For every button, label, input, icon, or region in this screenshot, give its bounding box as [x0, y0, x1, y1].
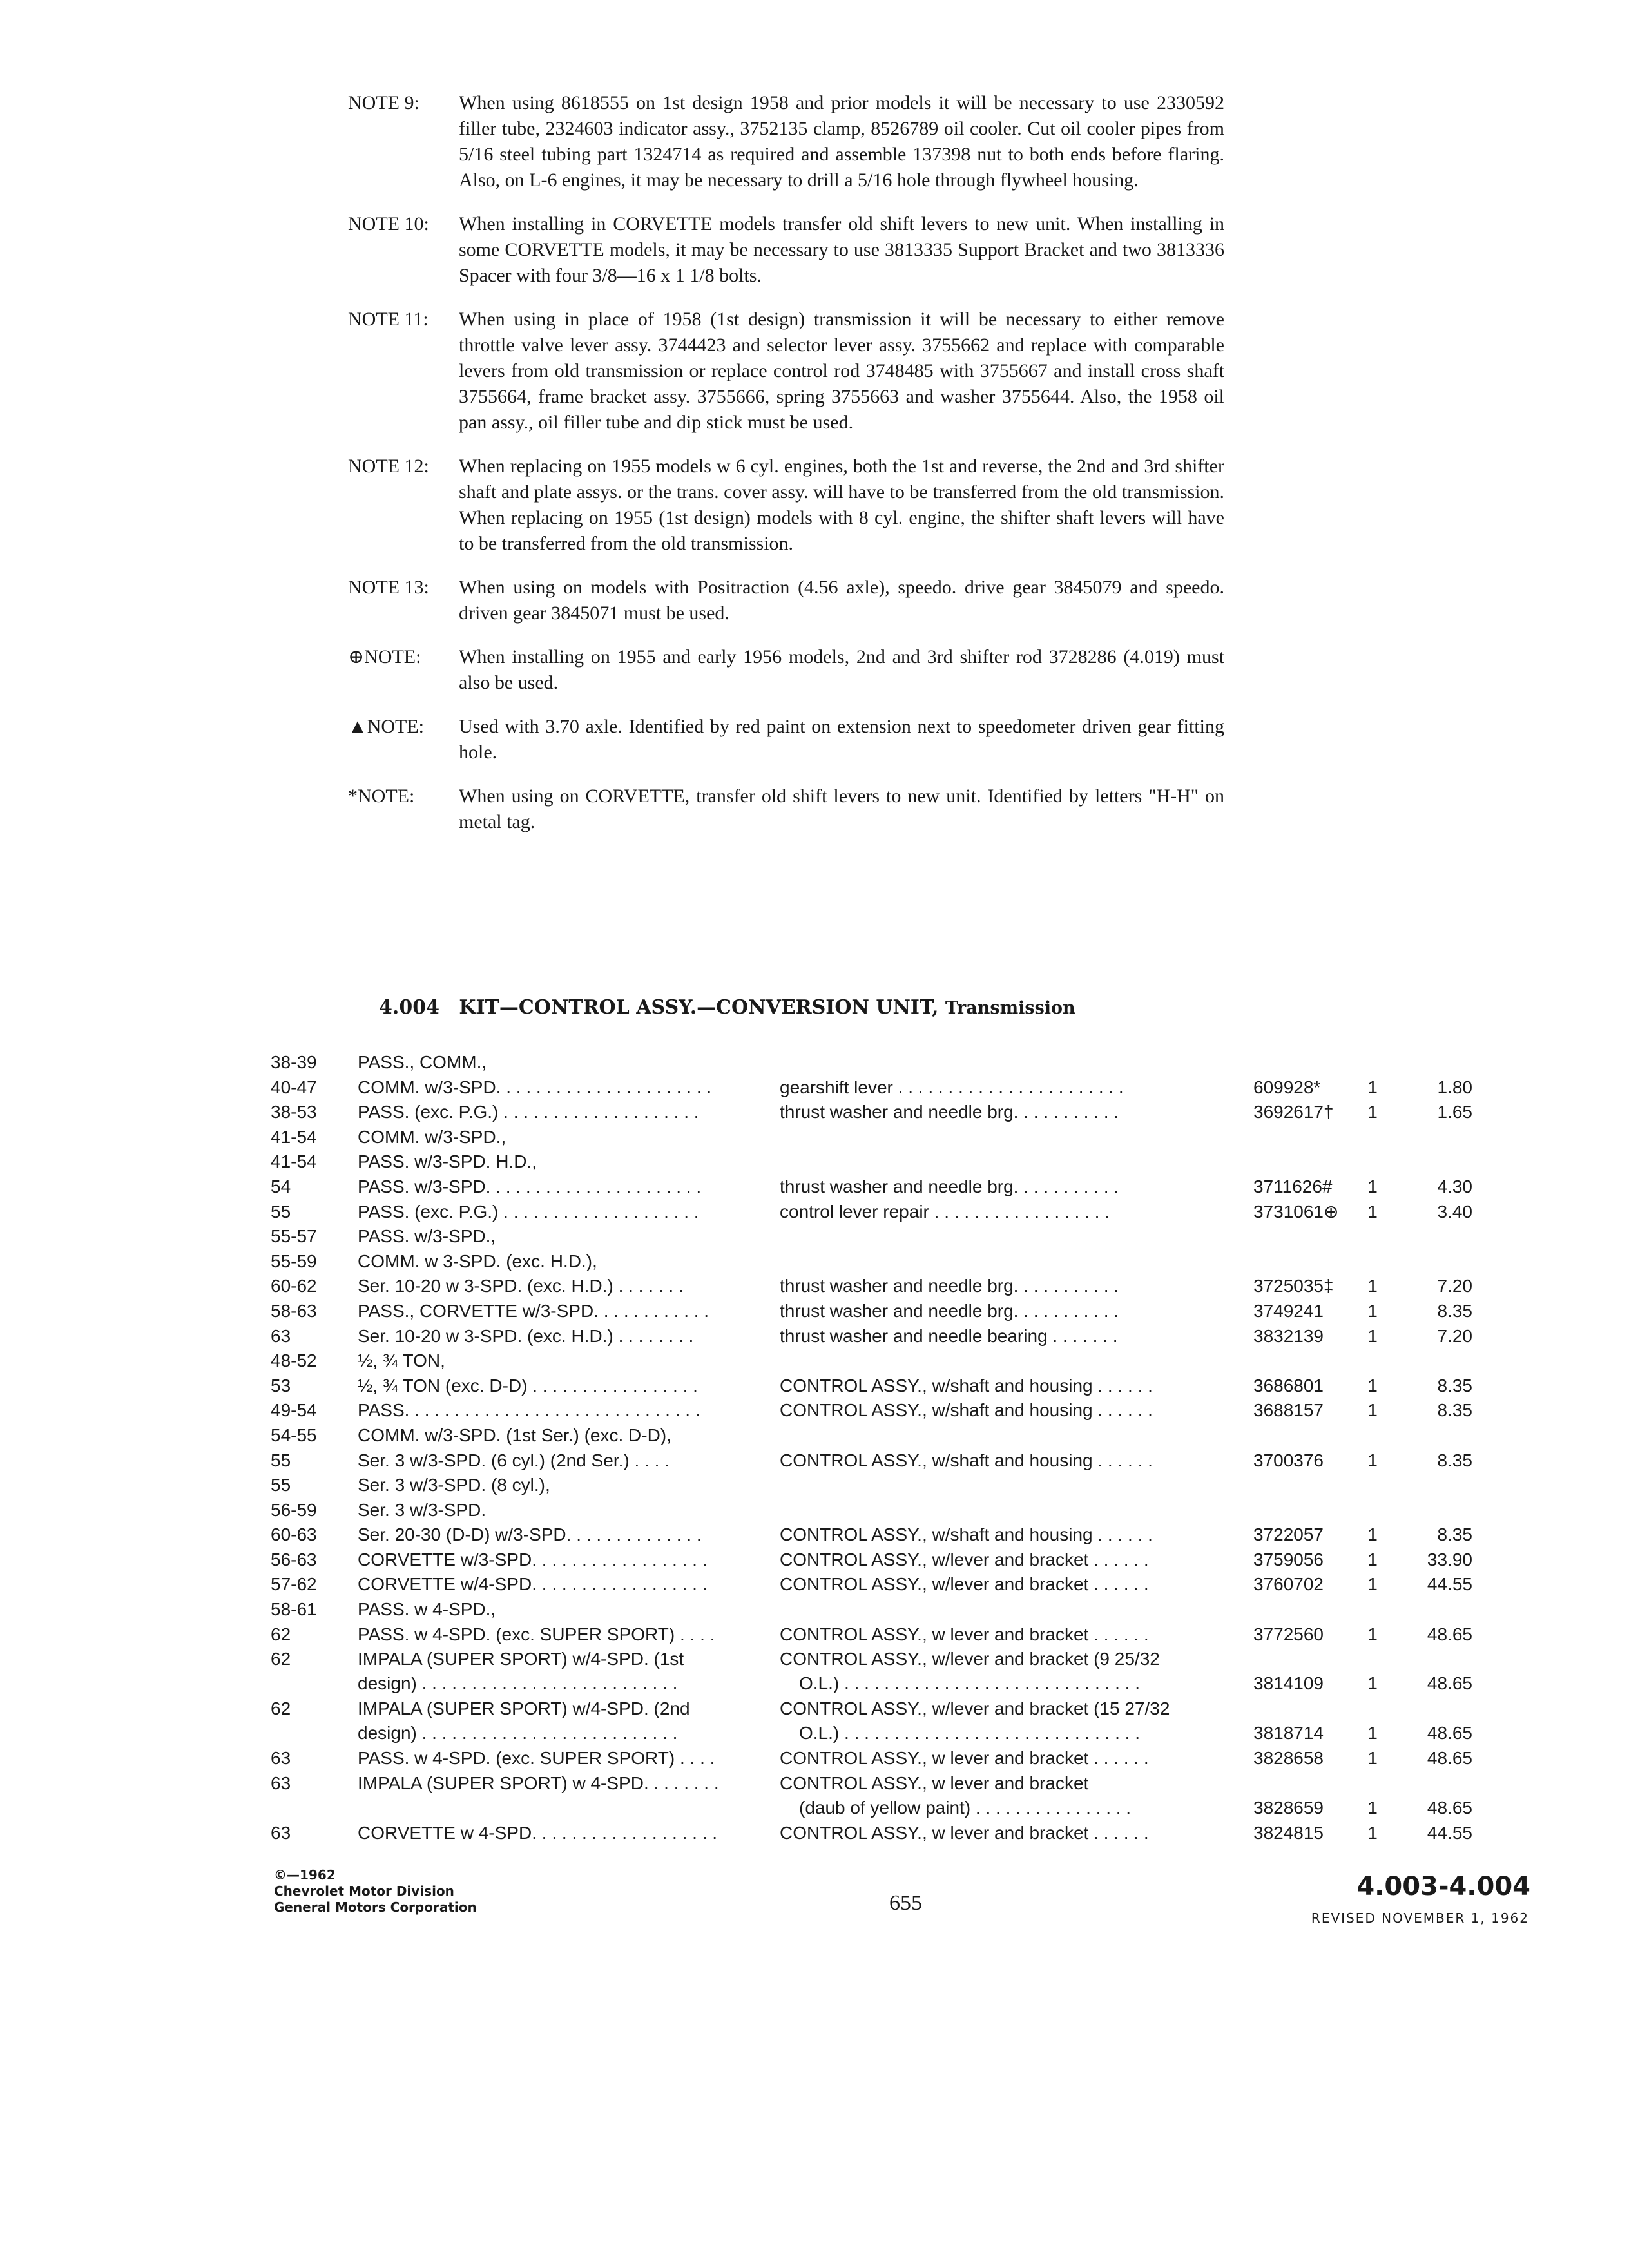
part-description: CONTROL ASSY., w/lever and bracket (9 25/32	[780, 1649, 1160, 1669]
year-range: 60-62	[271, 1276, 317, 1296]
price: 7.20	[1437, 1276, 1472, 1296]
price: 48.65	[1427, 1748, 1472, 1769]
part-description: thrust washer and needle bearing . . . . . . .	[780, 1325, 1118, 1346]
model-description: PASS. w/3-SPD. H.D.,	[358, 1151, 537, 1172]
year-range: 56-59	[271, 1499, 317, 1520]
quantity: 1	[1367, 1077, 1378, 1097]
table-row	[271, 1075, 1482, 1100]
part-description-cont: O.L.) . . . . . . . . . . . . . . . . . . . . . . . . . . . . . .	[799, 1673, 1140, 1694]
note-triangle	[348, 714, 1224, 765]
price: 44.55	[1427, 1822, 1472, 1843]
page-number: 655	[889, 1891, 922, 1915]
model-description: Ser. 3 w/3-SPD. (6 cyl.) (2nd Ser.) . . . .	[358, 1450, 670, 1470]
part-description: thrust washer and needle brg. . . . . . . . . . .	[780, 1300, 1119, 1321]
note-text: When installing in CORVETTE models transfer old shift levers to new unit. When installing in some CORVETTE models, it may be necessary to use 3813335 Support Bracket and two 3813336 Spacer with four 3/8—16 x 1 1/8 bolts.	[459, 213, 1224, 286]
note-text: When using on models with Positraction (4.56 axle), speedo. drive gear 3845079 and speedo. driven gear 3845071 must be used.	[459, 577, 1224, 624]
year-range: 62	[271, 1698, 291, 1719]
model-description: Ser. 20-30 (D-D) w/3-SPD. . . . . . . . . . . . . .	[358, 1524, 702, 1545]
section-heading: KIT—CONTROL ASSY.—CONVERSION UNIT,	[459, 996, 939, 1019]
price: 3.40	[1437, 1201, 1472, 1222]
table-row	[271, 1647, 1482, 1696]
part-description: thrust washer and needle brg. . . . . . . . . . .	[780, 1176, 1119, 1196]
model-description: PASS. w 4-SPD. (exc. SUPER SPORT) . . . .	[358, 1624, 715, 1644]
revision-date: REVISED NOVEMBER 1, 1962	[1311, 1910, 1529, 1926]
year-range: 48-52	[271, 1350, 317, 1371]
table-row	[271, 1349, 1482, 1374]
note-label: NOTE 12:	[348, 456, 429, 477]
part-number: 3828659	[1253, 1797, 1324, 1818]
model-description: PASS. w 4-SPD. (exc. SUPER SPORT) . . . .	[358, 1748, 715, 1769]
parts-table	[271, 1050, 1482, 1845]
part-description: CONTROL ASSY., w lever and bracket . . . . . .	[780, 1748, 1149, 1769]
year-range: 63	[271, 1748, 291, 1769]
part-description: gearshift lever . . . . . . . . . . . . . . . . . . . . . . .	[780, 1077, 1124, 1097]
division-name: Chevrolet Motor Division	[274, 1883, 454, 1899]
table-row	[271, 1498, 1482, 1523]
part-number: 3722057	[1253, 1524, 1324, 1545]
note-circle-plus	[348, 644, 1224, 696]
part-number: 3711626#	[1253, 1176, 1333, 1196]
price: 33.90	[1427, 1549, 1472, 1570]
publisher-block	[274, 1867, 477, 1916]
table-row	[271, 1274, 1482, 1299]
table-row	[271, 1622, 1482, 1648]
year-range: 58-61	[271, 1599, 317, 1620]
year-range: 41-54	[271, 1151, 317, 1172]
table-row	[271, 1100, 1482, 1125]
note-label: NOTE 13:	[348, 577, 429, 598]
table-row	[271, 1572, 1482, 1597]
model-description: CORVETTE w/4-SPD. . . . . . . . . . . . . . . . . .	[358, 1574, 708, 1595]
year-range: 53	[271, 1375, 291, 1396]
model-description: ½, ¾ TON (exc. D-D) . . . . . . . . . . . . . . . . .	[358, 1375, 698, 1396]
part-number: 609928*	[1253, 1077, 1321, 1097]
part-description-cont: O.L.) . . . . . . . . . . . . . . . . . . . . . . . . . . . . . .	[799, 1723, 1140, 1744]
price: 7.20	[1437, 1325, 1472, 1346]
quantity: 1	[1367, 1574, 1378, 1595]
model-description: PASS. (exc. P.G.) . . . . . . . . . . . . . . . . . . . .	[358, 1102, 699, 1122]
part-description: thrust washer and needle brg. . . . . . . . . . .	[780, 1102, 1119, 1122]
price: 44.55	[1427, 1574, 1472, 1595]
table-row	[271, 1224, 1482, 1249]
table-row	[271, 1374, 1482, 1399]
quantity: 1	[1367, 1624, 1378, 1644]
year-range: 63	[271, 1822, 291, 1843]
note-label: *NOTE:	[348, 785, 415, 807]
table-row	[271, 1299, 1482, 1324]
price: 48.65	[1427, 1673, 1472, 1694]
part-number: 3828658	[1253, 1748, 1324, 1769]
price: 8.35	[1437, 1400, 1472, 1421]
price: 48.65	[1427, 1624, 1472, 1644]
model-description: IMPALA (SUPER SPORT) w 4-SPD. . . . . . . .	[358, 1773, 719, 1793]
quantity: 1	[1367, 1276, 1378, 1296]
part-number: 3700376	[1253, 1450, 1324, 1470]
price: 8.35	[1437, 1450, 1472, 1470]
year-range: 57-62	[271, 1574, 317, 1595]
quantity: 1	[1367, 1450, 1378, 1470]
note-label: NOTE 11:	[348, 309, 429, 330]
part-number: 3832139	[1253, 1325, 1324, 1346]
corporation-name: General Motors Corporation	[274, 1899, 477, 1915]
year-range: 55-57	[271, 1226, 317, 1247]
price: 1.80	[1437, 1077, 1472, 1097]
part-description: CONTROL ASSY., w/lever and bracket . . . . . .	[780, 1549, 1149, 1570]
part-number: 3749241	[1253, 1300, 1324, 1321]
note-label: ▲NOTE:	[348, 716, 425, 737]
model-description: COMM. w 3-SPD. (exc. H.D.),	[358, 1251, 597, 1271]
year-range: 40-47	[271, 1077, 317, 1097]
table-row	[271, 1821, 1482, 1846]
model-description: Ser. 3 w/3-SPD.	[358, 1499, 487, 1520]
model-description: PASS. w/3-SPD.,	[358, 1226, 496, 1247]
note-text: When replacing on 1955 models w 6 cyl. engines, both the 1st and reverse, the 2nd and 3rd shifter shaft and plate assys. or the trans. cover assy. will have to be transferred from the old transmission. When replacing on 1955 (1st design) models with 8 cyl. engine, the shifter shaft levers will have to be transferred from the old transmission.	[459, 456, 1224, 554]
model-description: PASS., CORVETTE w/3-SPD. . . . . . . . . . . .	[358, 1300, 709, 1321]
year-range: 55	[271, 1201, 291, 1222]
note-text: When using on CORVETTE, transfer old shift levers to new unit. Identified by letters "H-H" on metal tag.	[459, 785, 1224, 832]
quantity: 1	[1367, 1375, 1378, 1396]
year-range: 41-54	[271, 1126, 317, 1147]
table-row	[271, 1398, 1482, 1423]
quantity: 1	[1367, 1325, 1378, 1346]
quantity: 1	[1367, 1723, 1378, 1744]
quantity: 1	[1367, 1797, 1378, 1818]
table-row	[271, 1423, 1482, 1448]
note-label: NOTE 10:	[348, 213, 429, 235]
note-10	[348, 211, 1224, 289]
year-range: 49-54	[271, 1400, 317, 1421]
year-range: 54	[271, 1176, 291, 1196]
note-label: ⊕NOTE:	[348, 646, 421, 668]
year-range: 62	[271, 1624, 291, 1644]
part-description-cont: (daub of yellow paint) . . . . . . . . . . . . . . . .	[799, 1797, 1132, 1818]
year-range: 63	[271, 1325, 291, 1346]
table-row	[271, 1473, 1482, 1498]
part-description: CONTROL ASSY., w lever and bracket . . . . . .	[780, 1822, 1149, 1843]
price: 8.35	[1437, 1300, 1472, 1321]
part-number: 3814109	[1253, 1673, 1324, 1694]
part-description: CONTROL ASSY., w/shaft and housing . . . . . .	[780, 1400, 1153, 1421]
quantity: 1	[1367, 1300, 1378, 1321]
model-description: PASS. (exc. P.G.) . . . . . . . . . . . . . . . . . . . .	[358, 1201, 699, 1222]
model-description: IMPALA (SUPER SPORT) w/4-SPD. (2nd	[358, 1698, 690, 1719]
quantity: 1	[1367, 1201, 1378, 1222]
price: 1.65	[1437, 1102, 1472, 1122]
year-range: 58-63	[271, 1300, 317, 1321]
copyright: ©—1962	[274, 1867, 336, 1883]
part-description: control lever repair . . . . . . . . . . . . . . . . . .	[780, 1201, 1110, 1222]
table-row	[271, 1448, 1482, 1474]
table-row	[271, 1746, 1482, 1771]
note-text: When using in place of 1958 (1st design) transmission it will be necessary to either remove throttle valve lever assy. 3744423 and selector lever assy. 3755662 and replace with comparable levers from old transmission or replace control rod 3748485 with 3755667 and install cross shaft 3755664, frame bracket assy. 3755666, spring 3755663 and washer 3755644. Also, the 1958 oil pan assy., oil filler tube and dip stick must be used.	[459, 309, 1224, 433]
price: 4.30	[1437, 1176, 1472, 1196]
model-description: PASS., COMM.,	[358, 1052, 487, 1072]
price: 8.35	[1437, 1524, 1472, 1545]
part-number: 3692617†	[1253, 1102, 1334, 1122]
table-row	[271, 1548, 1482, 1573]
table-row	[271, 1324, 1482, 1349]
model-description: COMM. w/3-SPD. . . . . . . . . . . . . . . . . . . . . .	[358, 1077, 712, 1097]
part-description: CONTROL ASSY., w/shaft and housing . . . . . .	[780, 1375, 1153, 1396]
note-text: Used with 3.70 axle. Identified by red paint on extension next to speedometer driven gear fitting hole.	[459, 716, 1224, 763]
model-description: COMM. w/3-SPD.,	[358, 1126, 506, 1147]
section-number: 4.004	[379, 996, 439, 1019]
year-range: 60-63	[271, 1524, 317, 1545]
part-description: CONTROL ASSY., w/lever and bracket (15 27/32	[780, 1698, 1170, 1719]
year-range: 63	[271, 1773, 291, 1793]
part-description: CONTROL ASSY., w lever and bracket	[780, 1773, 1089, 1793]
section-title	[379, 996, 1075, 1019]
model-description: Ser. 10-20 w 3-SPD. (exc. H.D.) . . . . . . .	[358, 1276, 684, 1296]
table-row	[271, 1050, 1482, 1075]
note-text: When installing on 1955 and early 1956 models, 2nd and 3rd shifter rod 3728286 (4.019) must also be used.	[459, 646, 1224, 693]
table-row	[271, 1597, 1482, 1622]
quantity: 1	[1367, 1549, 1378, 1570]
part-description: CONTROL ASSY., w/shaft and housing . . . . . .	[780, 1450, 1153, 1470]
note-9	[348, 90, 1224, 193]
model-description: Ser. 10-20 w 3-SPD. (exc. H.D.) . . . . . . . .	[358, 1325, 694, 1346]
note-11	[348, 307, 1224, 436]
model-description: COMM. w/3-SPD. (1st Ser.) (exc. D-D),	[358, 1425, 671, 1445]
section-subtitle: Transmission	[945, 998, 1075, 1018]
note-13	[348, 575, 1224, 626]
table-row	[271, 1771, 1482, 1821]
quantity: 1	[1367, 1176, 1378, 1196]
section-reference: 4.003-4.004	[1356, 1872, 1530, 1901]
year-range: 54-55	[271, 1425, 317, 1445]
model-description: ½, ¾ TON,	[358, 1350, 445, 1371]
table-row	[271, 1696, 1482, 1746]
model-description: CORVETTE w/3-SPD. . . . . . . . . . . . . . . . . .	[358, 1549, 708, 1570]
table-row	[271, 1200, 1482, 1225]
year-range: 55	[271, 1475, 291, 1495]
model-description: Ser. 3 w/3-SPD. (8 cyl.),	[358, 1475, 550, 1495]
notes-section	[348, 90, 1224, 853]
model-description: CORVETTE w 4-SPD. . . . . . . . . . . . . . . . . . .	[358, 1822, 718, 1843]
model-description-cont: design) . . . . . . . . . . . . . . . . . . . . . . . . . .	[358, 1723, 678, 1744]
year-range: 55-59	[271, 1251, 317, 1271]
part-number: 3686801	[1253, 1375, 1324, 1396]
model-description: PASS. w/3-SPD. . . . . . . . . . . . . . . . . . . . . .	[358, 1176, 702, 1196]
part-number: 3818714	[1253, 1723, 1324, 1744]
table-row	[271, 1523, 1482, 1548]
quantity: 1	[1367, 1822, 1378, 1843]
price: 48.65	[1427, 1723, 1472, 1744]
year-range: 38-39	[271, 1052, 317, 1072]
part-number: 3760702	[1253, 1574, 1324, 1595]
part-number: 3824815	[1253, 1822, 1324, 1843]
part-number: 3759056	[1253, 1549, 1324, 1570]
model-description-cont: design) . . . . . . . . . . . . . . . . . . . . . . . . . .	[358, 1673, 678, 1694]
part-number: 3731061⊕	[1253, 1201, 1339, 1222]
table-row	[271, 1125, 1482, 1150]
note-text: When using 8618555 on 1st design 1958 and prior models it will be necessary to use 2330592 filler tube, 2324603 indicator assy., 3752135 clamp, 8526789 oil cooler. Cut oil cooler pipes from 5/16 steel tubing part 1324714 as required and assemble 137398 nut to both ends before flaring. Also, on L-6 engines, it may be necessary to drill a 5/16 hole through flywheel housing.	[459, 92, 1224, 191]
note-label: NOTE 9:	[348, 92, 419, 113]
model-description: IMPALA (SUPER SPORT) w/4-SPD. (1st	[358, 1649, 684, 1669]
table-row	[271, 1249, 1482, 1274]
part-description: CONTROL ASSY., w lever and bracket . . . . . .	[780, 1624, 1149, 1644]
model-description: PASS. . . . . . . . . . . . . . . . . . . . . . . . . . . . . .	[358, 1400, 700, 1421]
quantity: 1	[1367, 1400, 1378, 1421]
note-12	[348, 454, 1224, 557]
part-description: CONTROL ASSY., w/shaft and housing . . . . . .	[780, 1524, 1153, 1545]
part-number: 3772560	[1253, 1624, 1324, 1644]
part-number: 3688157	[1253, 1400, 1324, 1421]
quantity: 1	[1367, 1673, 1378, 1694]
quantity: 1	[1367, 1748, 1378, 1769]
price: 48.65	[1427, 1797, 1472, 1818]
table-row	[271, 1175, 1482, 1200]
quantity: 1	[1367, 1524, 1378, 1545]
year-range: 55	[271, 1450, 291, 1470]
year-range: 56-63	[271, 1549, 317, 1570]
part-description: CONTROL ASSY., w/lever and bracket . . . . . .	[780, 1574, 1149, 1595]
quantity: 1	[1367, 1102, 1378, 1122]
year-range: 62	[271, 1649, 291, 1669]
model-description: PASS. w 4-SPD.,	[358, 1599, 496, 1620]
part-description: thrust washer and needle brg. . . . . . . . . . .	[780, 1276, 1119, 1296]
year-range: 38-53	[271, 1102, 317, 1122]
note-asterisk	[348, 783, 1224, 835]
part-number: 3725035‡	[1253, 1276, 1334, 1296]
price: 8.35	[1437, 1375, 1472, 1396]
table-row	[271, 1149, 1482, 1175]
